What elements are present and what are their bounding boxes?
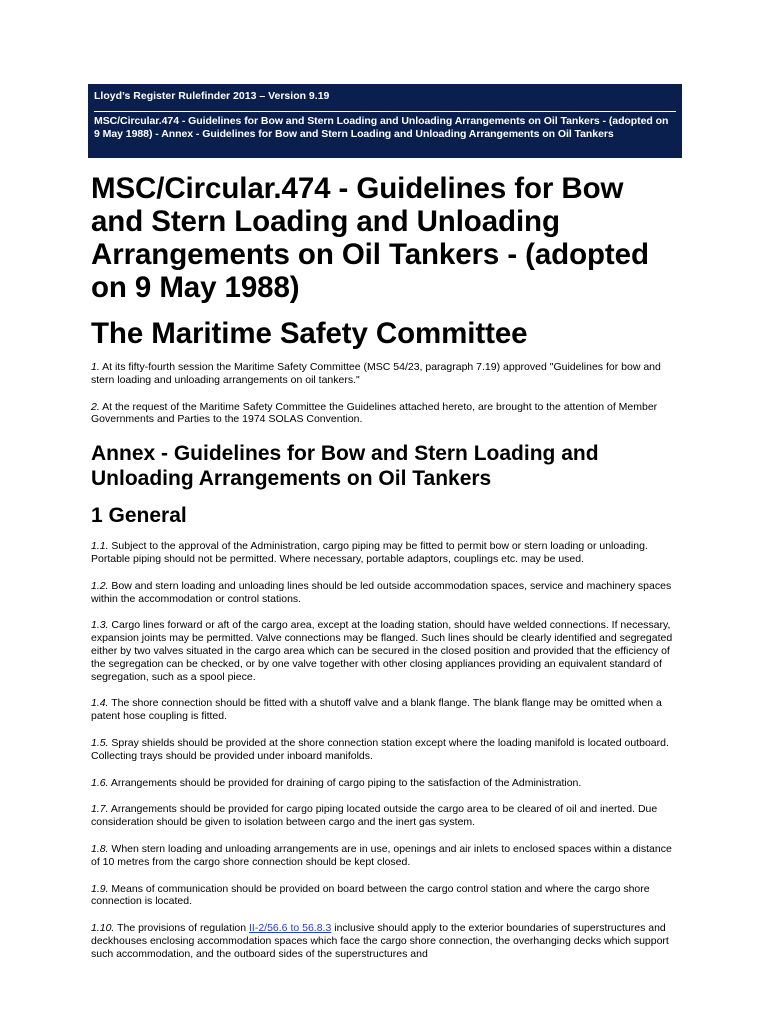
paragraph-text: At the request of the Maritime Safety Committee the Guidelines attached hereto, are brought to the attention of Member Governments and Parties to the 1974 SOLAS Convention. [91, 400, 658, 426]
paragraph-text: Spray shields should be provided at the shore connection station except where the loading manifold is located outboard. Collecting trays should be provided under inboard manifolds. [91, 736, 669, 762]
paragraph-text: At its fifty-fourth session the Maritime Safety Committee (MSC 54/23, paragraph 7.19) approved "Guidelines for bow and stern loading and unloading arrangements on oil tankers." [91, 361, 661, 386]
paragraph-number: 1.2. [91, 579, 109, 592]
regulation-link[interactable]: II-2/56.6 to 56.8.3 [249, 922, 332, 935]
paragraph-number: 1.1. [91, 540, 109, 553]
paragraph-number: 1.7. [91, 803, 109, 816]
paragraph-number: 1.5. [91, 736, 109, 749]
section-heading: 1 General [91, 504, 187, 528]
committee-heading: The Maritime Safety Committee [91, 317, 528, 350]
document-content [91, 172, 681, 975]
paragraph-number: 1.3. [91, 619, 109, 632]
annex-heading: Annex - Guidelines for Bow and Stern Loading and Unloading Arrangements on Oil Tankers [91, 442, 599, 491]
paragraph-1-4 [91, 697, 681, 723]
intro-paragraph-2 [91, 401, 681, 427]
paragraph-number: 1.10. [91, 922, 115, 935]
paragraph-text: inclusive should apply to the exterior boundaries of superstructures and deckhouses enclosing accommodation spaces which face the cargo shore connection, the overhanging decks which support such accommodation, and the outboard sides of the superstructures and [91, 922, 669, 960]
paragraph-1-9 [91, 883, 681, 909]
header-divider [94, 111, 676, 112]
breadcrumb: MSC/Circular.474 - Guidelines for Bow and Stern Loading and Unloading Arrangements on Oil Tankers - (adopted on 9 May 1988) - Annex - Guidelines for Bow and Stern Loading and Unloading Arrangements on Oil Tankers [94, 115, 669, 140]
paragraph-1-6 [91, 777, 681, 790]
paragraph-number: 1. [91, 361, 100, 373]
paragraph-text: When stern loading and unloading arrangements are in use, openings and air inlets to enclosed spaces within a distance of 10 metres from the cargo shore connection should be kept closed. [91, 842, 672, 868]
paragraph-text: Means of communication should be provided on board between the cargo control station and where the cargo shore connection is located. [91, 882, 650, 908]
paragraph-number: 1.4. [91, 697, 109, 710]
paragraph-number: 1.8. [91, 842, 109, 855]
paragraph-text: Bow and stern loading and unloading lines should be led outside accommodation spaces, service and machinery spaces within the accommodation or control stations. [91, 579, 672, 605]
paragraph-1-5 [91, 737, 681, 763]
paragraph-text: The provisions of regulation [114, 922, 249, 935]
paragraph-text: Cargo lines forward or aft of the cargo area, except at the loading station, should have welded connections. If necessary, expansion joints may be permitted. Valve connections may be flanged. Such lines should be clearly identified and segregated either by two valves situated in the cargo area which can be secured in the closed position and provided that the efficiency of the segregation can be checked, or by one valve together with other closing appliances providing an equivalent standard of segregation, such as a spool piece. [91, 619, 673, 683]
paragraph-1-7 [91, 803, 681, 829]
paragraph-text: Arrangements should be provided for draining of cargo piping to the satisfaction of the Administration. [108, 776, 582, 789]
paragraph-text: Arrangements should be provided for cargo piping located outside the cargo area to be cleared of oil and inerted. Due consideration should be given to isolation between cargo and the inert gas system. [91, 803, 658, 829]
paragraph-text: The shore connection should be fitted with a shutoff valve and a blank flange. The blank flange may be omitted when a patent hose coupling is fitted. [91, 697, 662, 723]
paragraph-text: Subject to the approval of the Administration, cargo piping may be fitted to permit bow or stern loading or unloading. Portable piping should not be permitted. Where necessary, portable adaptors, couplings etc. may be used. [91, 540, 648, 565]
app-title: Lloyd’s Register Rulefinder 2013 – Version 9.19 [94, 90, 330, 102]
paragraph-number: 1.9. [91, 882, 109, 895]
paragraph-1-1 [91, 540, 681, 566]
paragraph-1-3 [91, 619, 681, 683]
paragraph-number: 2. [91, 400, 100, 413]
paragraph-1-10 [91, 922, 681, 960]
paragraph-number: 1.6. [91, 776, 109, 789]
paragraph-1-2 [91, 580, 681, 606]
header-bar [88, 84, 682, 158]
intro-paragraph-1 [91, 361, 681, 387]
page-title: MSC/Circular.474 - Guidelines for Bow and Stern Loading and Unloading Arrangements on Oil Tankers - (adopted on 9 May 1988) [91, 172, 649, 304]
paragraph-1-8 [91, 843, 681, 869]
